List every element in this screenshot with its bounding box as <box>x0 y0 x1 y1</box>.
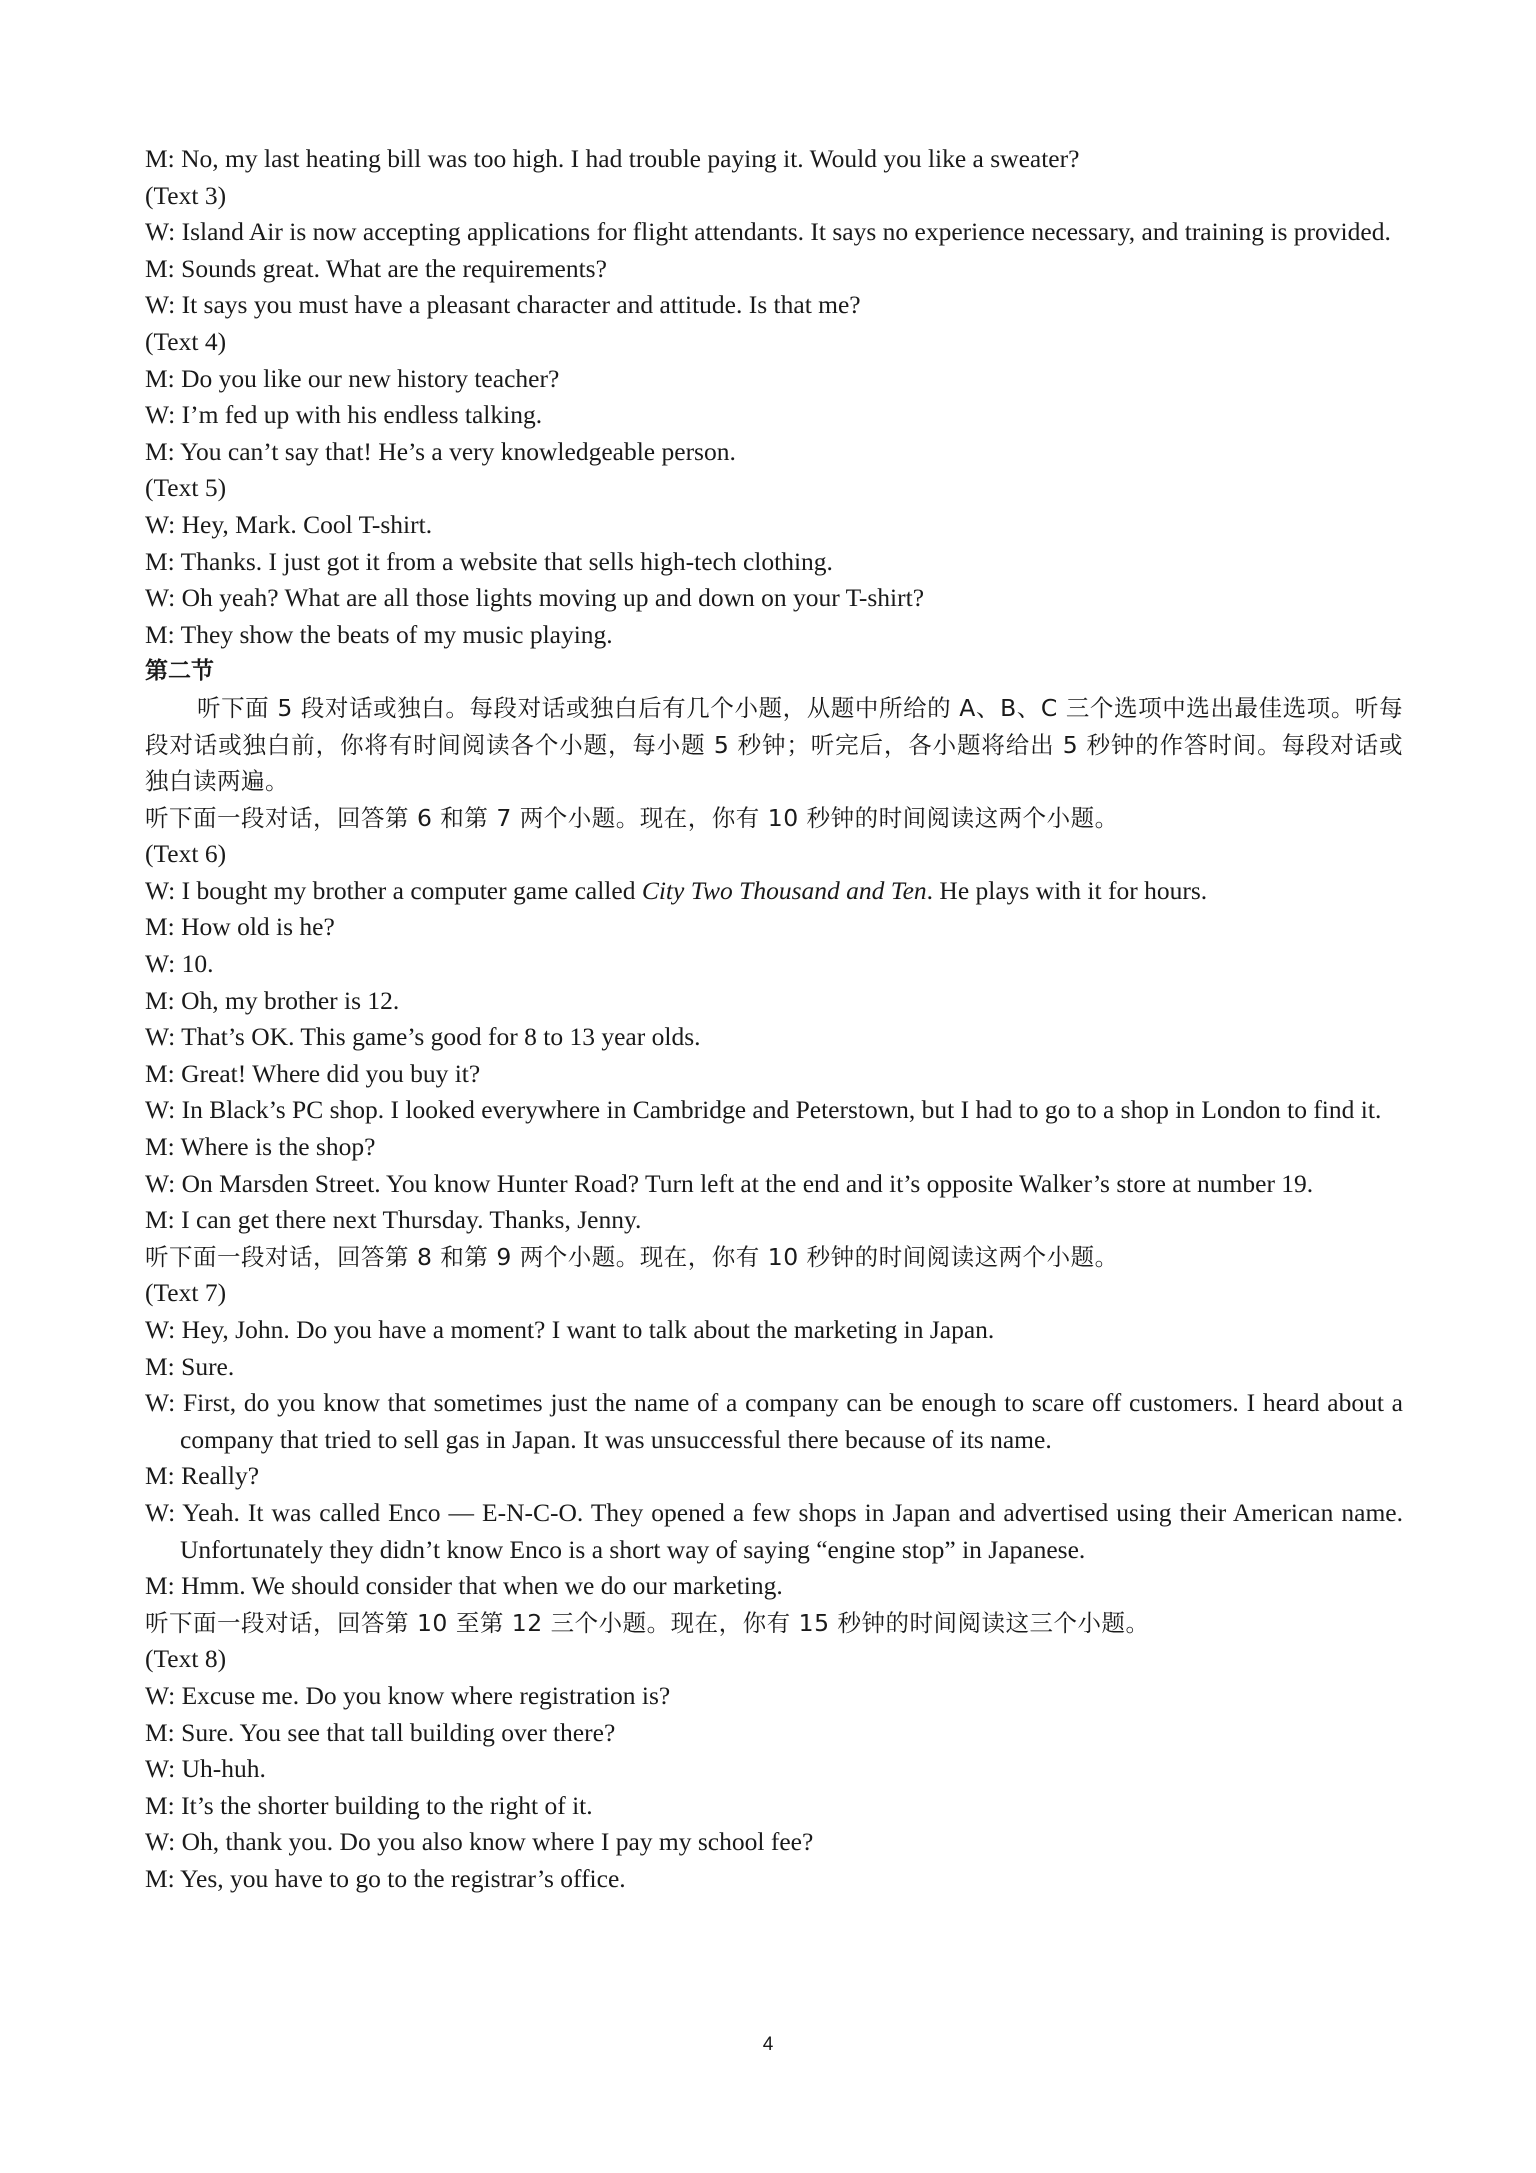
dialogue-text: W: I bought my brother a computer game called <box>145 875 642 905</box>
question-instruction: 听下面一段对话，回答第 6 和第 7 两个小题。现在，你有 10 秒钟的时间阅读这两个小题。 <box>145 803 1119 832</box>
text-heading: (Text 7) <box>145 1278 227 1308</box>
game-title: City Two Thousand and Ten <box>641 875 927 905</box>
dialogue-line: M: They show the beats of my music playing. <box>145 619 613 649</box>
text-heading: (Text 6) <box>145 839 227 869</box>
dialogue-line: W: Hey, John. Do you have a moment? I want to talk about the marketing in Japan. <box>145 1315 995 1344</box>
dialogue-line: M: You can’t say that! He’s a very knowledgeable person. <box>145 436 736 466</box>
dialogue-line: M: Where is the shop? <box>145 1132 376 1162</box>
section-instructions: 听下面 5 段对话或独白。每段对话或独白后有几个小题，从题中所给的 A、B、C 三个选项中选出最佳选项。听每段对话或独白前，你将有时间阅读各个小题，每小题 5 秒钟；听完后，各小题将给出 5 秒钟的作答时间。每段对话或独白读两遍。 <box>145 693 1403 796</box>
dialogue-line: M: Do you like our new history teacher? <box>145 363 560 393</box>
dialogue-line <box>145 873 1403 910</box>
text-heading: (Text 5) <box>145 473 227 503</box>
dialogue-line: W: That’s OK. This game’s good for 8 to 13 year olds. <box>145 1022 701 1052</box>
dialogue-line: W: Yeah. It was called Enco — E-N-C-O. They opened a few shops in Japan and advertised using their American name. Unfortunately they didn’t know Enco is a short way of saying “engine stop” in Japanese. <box>145 1497 1403 1564</box>
dialogue-line: W: In Black’s PC shop. I looked everywhere in Cambridge and Peterstown, but I had to go to a shop in London to find it. <box>145 1095 1382 1125</box>
dialogue-line: W: Excuse me. Do you know where registration is? <box>145 1680 671 1710</box>
dialogue-line: M: Sure. You see that tall building over there? <box>145 1717 616 1747</box>
dialogue-line: M: Great! Where did you buy it? <box>145 1058 481 1088</box>
page-number: 4 <box>762 2034 774 2055</box>
dialogue-line: M: Sounds great. What are the requirements? <box>145 253 607 283</box>
dialogue-text: . He plays with it for hours. <box>926 875 1208 905</box>
dialogue-line: M: How old is he? <box>145 912 335 942</box>
dialogue-line: M: No, my last heating bill was too high. I had trouble paying it. Would you like a sweater? <box>145 144 1080 173</box>
text-heading: (Text 8) <box>145 1644 227 1674</box>
section-heading: 第二节 <box>145 658 214 685</box>
document-body <box>145 141 1403 1898</box>
text-heading: (Text 4) <box>145 326 227 356</box>
dialogue-line: W: It says you must have a pleasant character and attitude. Is that me? <box>145 290 861 320</box>
dialogue-line: W: Uh-huh. <box>145 1754 266 1784</box>
dialogue-line: M: It’s the shorter building to the right of it. <box>145 1790 593 1820</box>
dialogue-line: W: First, do you know that sometimes just the name of a company can be enough to scare off customers. I heard about a company that tried to sell gas in Japan. It was unsuccessful there because of its name. <box>145 1388 1403 1454</box>
question-instruction: 听下面一段对话，回答第 8 和第 9 两个小题。现在，你有 10 秒钟的时间阅读这两个小题。 <box>145 1242 1119 1271</box>
dialogue-line: M: I can get there next Thursday. Thanks, Jenny. <box>145 1205 642 1235</box>
dialogue-line: W: Oh, thank you. Do you also know where I pay my school fee? <box>145 1827 814 1857</box>
dialogue-line: W: 10. <box>145 949 214 979</box>
text-heading: (Text 3) <box>145 180 227 210</box>
dialogue-line: M: Sure. <box>145 1351 235 1381</box>
dialogue-line: W: Island Air is now accepting applications for flight attendants. It says no experience necessary, and training is provided. <box>145 217 1391 247</box>
dialogue-line: M: Thanks. I just got it from a website that sells high-tech clothing. <box>145 546 833 576</box>
dialogue-line: W: On Marsden Street. You know Hunter Road? Turn left at the end and it’s opposite Walker’s store at number 19. <box>145 1168 1314 1198</box>
dialogue-line: M: Hmm. We should consider that when we do our marketing. <box>145 1571 783 1601</box>
dialogue-line: M: Really? <box>145 1461 260 1491</box>
question-instruction: 听下面一段对话，回答第 10 至第 12 三个小题。现在，你有 15 秒钟的时间阅读这三个小题。 <box>145 1608 1150 1637</box>
dialogue-line: W: Oh yeah? What are all those lights moving up and down on your T-shirt? <box>145 583 925 613</box>
dialogue-line: M: Yes, you have to go to the registrar’s office. <box>145 1863 626 1893</box>
dialogue-line: M: Oh, my brother is 12. <box>145 985 400 1015</box>
dialogue-line: W: Hey, Mark. Cool T-shirt. <box>145 509 433 539</box>
dialogue-line: W: I’m fed up with his endless talking. <box>145 400 543 430</box>
